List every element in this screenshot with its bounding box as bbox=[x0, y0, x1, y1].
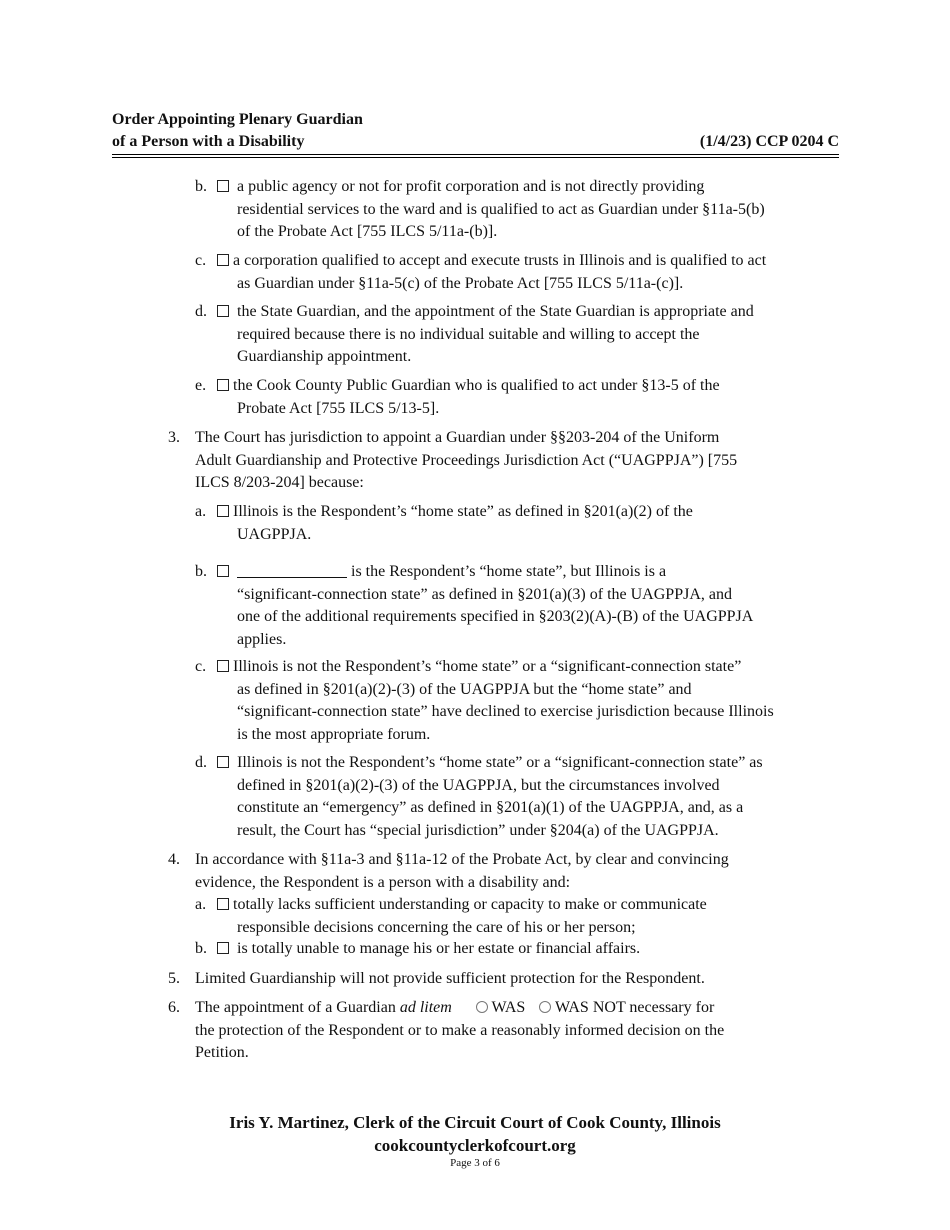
paragraph-3: 3. The Court has jurisdiction to appoint a Guardian under §§203-204 of the Uniform Adult Guardianship and Protective Proceedings Jurisdiction Act (“UAGPPJA”) [755 ILCS 8/203-204] because: bbox=[168, 429, 738, 491]
checkbox-2e[interactable] bbox=[217, 379, 229, 391]
item-3c: c. Illinois is not the Respondent’s “home state” or a “significant-connection state” as defined in §201(a)(2)-(3) of the UAGPPJA but the “home state” and “significant-connection state” have declined to exercise jurisdiction because Illinois is the most appropriate forum. bbox=[195, 658, 774, 743]
paragraph-5-number: 5. bbox=[168, 970, 180, 987]
checkbox-3d[interactable] bbox=[217, 756, 229, 768]
form-title-line2: of a Person with a Disability bbox=[112, 133, 305, 150]
item-4a: a. totally lacks sufficient understanding or capacity to make or communicate responsible decisions concerning the care of his or her person; bbox=[195, 896, 707, 936]
radio-was-not[interactable] bbox=[539, 1001, 551, 1013]
home-state-blank[interactable] bbox=[237, 563, 347, 578]
footer-website: cookcountyclerkofcourt.org bbox=[374, 1136, 576, 1155]
item-2c: c. a corporation qualified to accept and execute trusts in Illinois and is qualified to act as Guardian under §11a-5(c) of the Probate Act [755 ILCS 5/11a-(c)]. bbox=[195, 252, 767, 292]
checkbox-3c[interactable] bbox=[217, 660, 229, 672]
checkbox-2b[interactable] bbox=[217, 180, 229, 192]
paragraph-6: 6. The appointment of a Guardian ad litem WAS WAS NOT necessary for the protection of the Respondent or to make a reasonably informed decision on the Petition. bbox=[168, 999, 725, 1061]
paragraph-6-number: 6. bbox=[168, 999, 180, 1016]
checkbox-4b[interactable] bbox=[217, 942, 229, 954]
paragraph-4: 4. In accordance with §11a-3 and §11a-12 of the Probate Act, by clear and convincing evidence, the Respondent is a person with a disability and: bbox=[168, 851, 729, 891]
item-3d: d. Illinois is not the Respondent’s “home state” or a “significant-connection state” as defined in §201(a)(2)-(3) of the UAGPPJA, but the circumstances involved constitute an “emergency” as defined in §201(a)(1) of the UAGPPJA, and, as a result, the Court has “special jurisdiction” under §204(a) of the UAGPPJA. bbox=[195, 754, 763, 839]
checkbox-2c[interactable] bbox=[217, 254, 229, 266]
checkbox-4a[interactable] bbox=[217, 898, 229, 910]
item-4b: b. is totally unable to manage his or her estate or financial affairs. bbox=[195, 940, 641, 957]
checkbox-3a[interactable] bbox=[217, 505, 229, 517]
form-title-line1: Order Appointing Plenary Guardian bbox=[112, 111, 363, 128]
paragraph-5: 5. Limited Guardianship will not provide sufficient protection for the Respondent. bbox=[168, 968, 705, 991]
form-code: (1/4/23) CCP 0204 C bbox=[699, 133, 839, 150]
checkbox-2d[interactable] bbox=[217, 305, 229, 317]
form-header bbox=[112, 109, 839, 155]
footer-clerk: Iris Y. Martinez, Clerk of the Circuit Court of Cook County, Illinois bbox=[229, 1113, 721, 1132]
item-2b: b. a public agency or not for profit corporation and is not directly providing residential services to the ward and is qualified to act as Guardian under §11a-5(b) of the Probate Act [755 ILCS 5/11a-(b)]. bbox=[195, 178, 765, 240]
item-2e: e. the Cook County Public Guardian who is qualified to act under §13-5 of the Probate Act [755 ILCS 5/13-5]. bbox=[195, 377, 720, 417]
paragraph-3-number: 3. bbox=[168, 429, 180, 446]
item-3a: a. Illinois is the Respondent’s “home state” as defined in §201(a)(2) of the UAGPPJA. bbox=[195, 503, 693, 543]
item-2d: d. the State Guardian, and the appointment of the State Guardian is appropriate and required because there is no individual suitable and willing to accept the Guardianship appointment. bbox=[195, 303, 754, 365]
paragraph-4-number: 4. bbox=[168, 851, 180, 868]
header-divider bbox=[112, 157, 839, 158]
page-number: Page 3 of 6 bbox=[450, 1157, 500, 1169]
radio-was[interactable] bbox=[476, 1001, 488, 1013]
checkbox-3b[interactable] bbox=[217, 565, 229, 577]
item-3b: b. is the Respondent’s “home state”, but Illinois is a “significant-connection state” as defined in §201(a)(3) of the UAGPPJA, and one of the additional requirements specified in §203(2)(A)-(B) of the UAGPPJA applies. bbox=[195, 563, 754, 648]
